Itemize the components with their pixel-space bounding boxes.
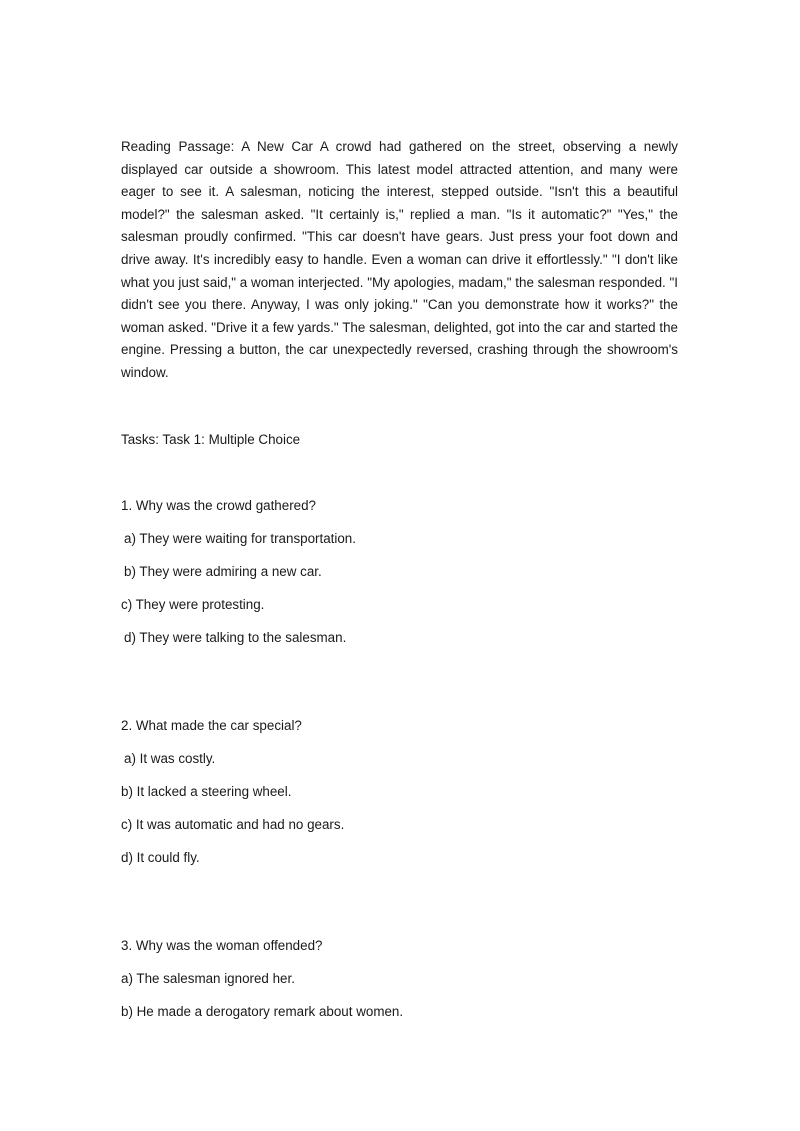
question-text: 2. What made the car special? xyxy=(121,717,302,733)
option-d: d) They were talking to the salesman. xyxy=(124,629,347,645)
option-a: a) The salesman ignored her. xyxy=(121,970,295,986)
question-text: 1. Why was the crowd gathered? xyxy=(121,497,317,513)
option-b: b) He made a derogatory remark about women. xyxy=(121,1003,404,1019)
question-text: 3. Why was the woman offended? xyxy=(121,937,323,953)
question-1 xyxy=(121,495,678,649)
option-b: b) It lacked a steering wheel. xyxy=(121,783,292,799)
option-d: d) It could fly. xyxy=(121,849,200,865)
document-page xyxy=(121,136,678,1023)
tasks-heading: Tasks: Task 1: Multiple Choice xyxy=(121,431,301,447)
question-2 xyxy=(121,715,678,869)
option-b: b) They were admiring a new car. xyxy=(124,563,322,579)
question-3 xyxy=(121,935,678,1023)
option-a: a) They were waiting for transportation. xyxy=(124,530,356,546)
option-c: c) It was automatic and had no gears. xyxy=(121,816,345,832)
reading-passage: Reading Passage: A New Car A crowd had gathered on the street, observing a newly displayed car outside a showroom. This latest model attracted attention, and many were eager to see it. A salesman, noticing the interest, stepped outside. "Isn't this a beautiful model?" the salesman asked. "It certainly is," replied a man. "Is it automatic?" "Yes," the salesman proudly confirmed. "This car doesn't have gears. Just press your foot down and drive away. It's incredibly easy to handle. Even a woman can drive it effortlessly." "I don't like what you just said," a woman interjected. "My apologies, madam," the salesman responded. "I didn't see you there. Anyway, I was only joking." "Can you demonstrate how it works?" the woman asked. "Drive it a few yards." The salesman, delighted, got into the car and started the engine. Pressing a button, the car unexpectedly reversed, crashing through the showroom's window. xyxy=(121,139,678,380)
option-c: c) They were protesting. xyxy=(121,596,265,612)
option-a: a) It was costly. xyxy=(124,750,216,766)
